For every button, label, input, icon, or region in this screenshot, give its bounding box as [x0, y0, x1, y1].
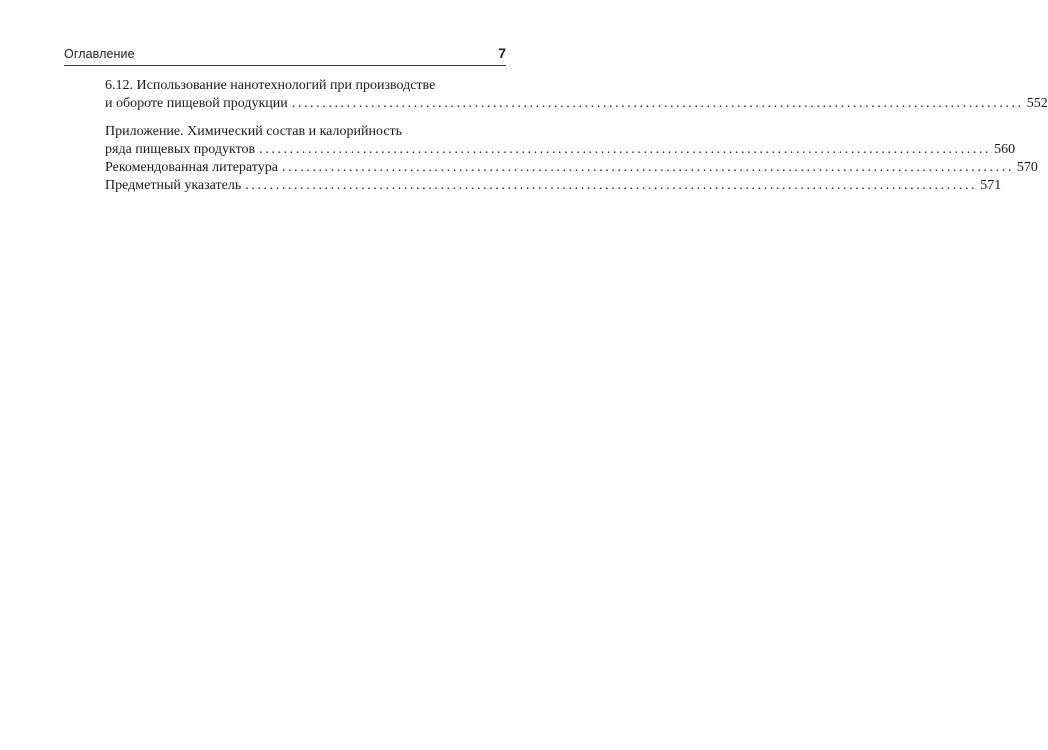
header-rule	[64, 65, 506, 66]
toc-entry-title-line: ряда пищевых продуктов	[105, 142, 256, 157]
toc-page-number: 571	[980, 178, 1002, 193]
toc-page-number: 560	[994, 142, 1016, 157]
table-of-contents	[105, 77, 1048, 195]
running-head-title: Оглавление	[64, 47, 135, 61]
dot-leader: ........................................................................................................................	[281, 160, 1014, 175]
toc-entry-title-line: 6.12. Использование нанотехнологий при производстве	[105, 78, 436, 93]
toc-entry-appendix[interactable]	[105, 123, 1016, 159]
toc-entry-6-12[interactable]	[105, 77, 1048, 113]
toc-entry-references[interactable]	[105, 159, 1038, 177]
dot-leader: ........................................................................................................................	[259, 142, 992, 157]
dot-leader: ........................................................................................................................	[245, 178, 978, 193]
dot-leader: ........................................................................................................................	[291, 96, 1024, 111]
toc-entry-title: Предметный указатель	[105, 178, 242, 193]
toc-entry-title-line: и обороте пищевой продукции	[105, 96, 288, 111]
toc-entry-title-line: Приложение. Химический состав и калорийность	[105, 124, 403, 139]
toc-page-number: 552	[1026, 96, 1048, 111]
toc-page-number: 570	[1016, 160, 1038, 175]
page-number: 7	[498, 45, 506, 61]
toc-entry-title: Рекомендованная литература	[105, 160, 278, 175]
running-head	[64, 44, 506, 64]
toc-entry-index[interactable]	[105, 177, 1002, 195]
